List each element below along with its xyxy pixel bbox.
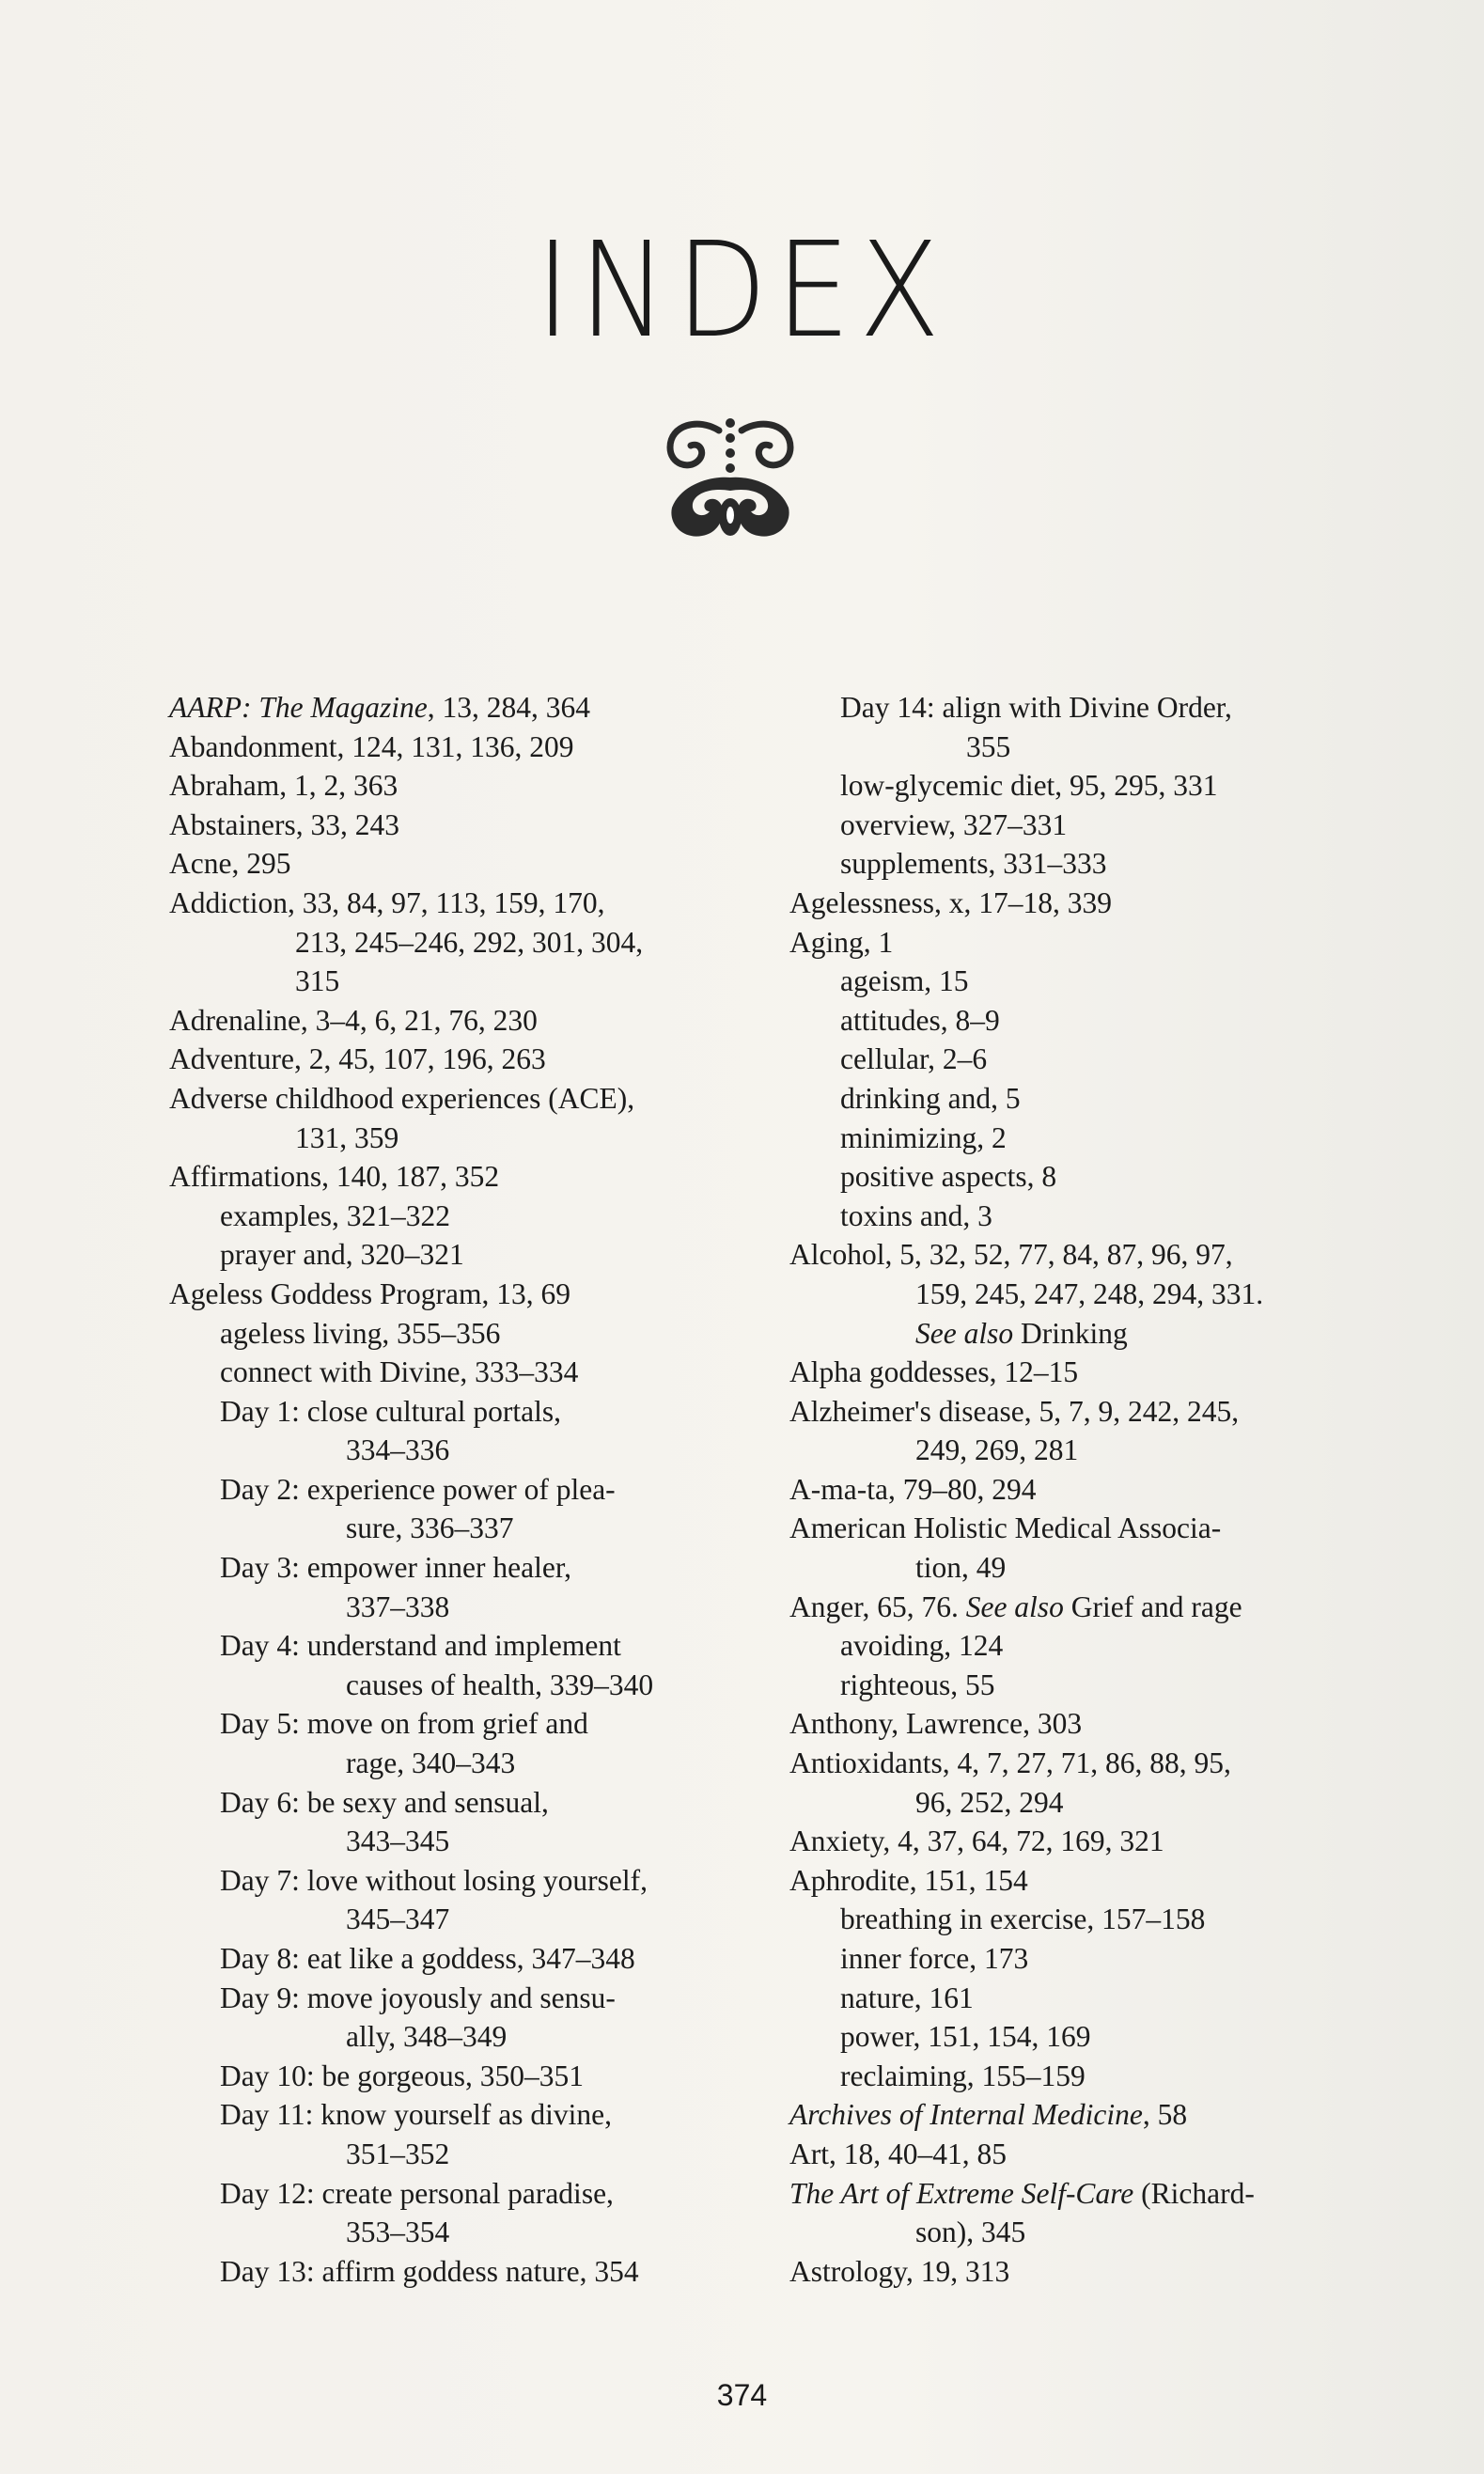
index-text: tion, 49: [915, 1551, 1007, 1585]
index-subentry: [169, 1235, 771, 1275]
index-text: Day 1: close cultural portals,: [220, 1394, 562, 1428]
index-text: reclaiming, 155–159: [840, 2059, 1086, 2092]
index-text: Abstainers, 33, 243: [169, 807, 399, 841]
index-entry: [169, 688, 771, 728]
index-entry: [789, 1861, 1391, 1901]
index-entry: [169, 1040, 771, 1079]
index-text: minimizing, 2: [840, 1120, 1007, 1154]
index-text: Drinking: [1013, 1316, 1128, 1350]
index-entry: [169, 806, 771, 845]
index-subentry: [169, 1783, 771, 1861]
index-entry: [789, 1470, 1391, 1510]
index-text: Astrology, 19, 313: [789, 2254, 1010, 2288]
index-text: Day 14: align with Divine Order,: [840, 691, 1232, 724]
index-subentry: [169, 2057, 771, 2096]
index-text: Day 2: experience power of plea-: [220, 1472, 616, 1506]
index-text: causes of health, 339–340: [346, 1668, 654, 1701]
index-entry: [169, 1275, 771, 1314]
index-entry: [169, 884, 771, 1001]
index-entry: [169, 1079, 771, 1157]
index-text: avoiding, 124: [840, 1629, 1004, 1663]
index-text: 131, 359: [295, 1120, 399, 1154]
index-text: 334–336: [346, 1433, 450, 1467]
index-text: Abraham, 1, 2, 363: [169, 769, 398, 803]
index-subentry: [789, 766, 1391, 806]
lotus-ornament-icon: [661, 414, 800, 545]
index-text: Grief and rage: [1063, 1589, 1242, 1623]
index-text: inner force, 173: [840, 1942, 1029, 1975]
index-entry: [789, 1704, 1391, 1744]
index-subentry: [789, 688, 1391, 766]
index-text: 345–347: [346, 1902, 450, 1936]
index-text: ageless living, 355–356: [220, 1316, 501, 1350]
index-entry: [169, 844, 771, 884]
index-entry: [789, 1353, 1391, 1392]
index-text: supplements, 331–333: [840, 847, 1107, 881]
index-text: positive aspects, 8: [840, 1160, 1057, 1194]
index-text: power, 151, 154, 169: [840, 2020, 1091, 2054]
index-text: 96, 252, 294: [915, 1785, 1064, 1819]
index-text: overview, 327–331: [840, 807, 1068, 841]
index-subentry: [789, 1666, 1391, 1705]
index-text: Day 10: be gorgeous, 350–351: [220, 2059, 584, 2092]
index-text: 343–345: [346, 1824, 450, 1858]
page-number: 374: [716, 2378, 768, 2412]
index-subentry: [169, 2252, 771, 2292]
index-text: low-glycemic diet, 95, 295, 331: [840, 769, 1218, 803]
index-text: , 13, 284, 364: [427, 691, 590, 724]
index-text: Day 8: eat like a goddess, 347–348: [220, 1942, 635, 1975]
index-subentry: [789, 1939, 1391, 1979]
index-text: Anthony, Lawrence, 303: [789, 1707, 1083, 1741]
index-text: AARP: The Magazine: [169, 691, 428, 724]
index-text: son), 345: [915, 2216, 1026, 2249]
index-entry: [169, 1001, 771, 1041]
index-text: Addiction, 33, 84, 97, 113, 159, 170,: [169, 885, 605, 919]
index-subentry: [169, 1979, 771, 2057]
index-text: Aphrodite, 151, 154: [789, 1863, 1028, 1897]
index-entry: [789, 1509, 1391, 1587]
index-text: 159, 245, 247, 248, 294, 331.: [915, 1276, 1264, 1310]
index-text: ally, 348–349: [346, 2020, 508, 2054]
page-title: INDEX: [535, 214, 949, 368]
index-text: Alcohol, 5, 32, 52, 77, 84, 87, 96, 97,: [789, 1238, 1233, 1272]
index-text: nature, 161: [840, 1981, 974, 2014]
index-column-left: [169, 688, 771, 2291]
index-entry: [789, 2095, 1391, 2135]
index-text: examples, 321–322: [220, 1198, 450, 1232]
index-subentry: [169, 2095, 771, 2173]
index-text: 351–352: [346, 2137, 450, 2170]
index-text: See also: [965, 1589, 1064, 1623]
index-entry: [789, 1822, 1391, 1861]
index-text: Day 12: create personal paradise,: [220, 2176, 614, 2210]
index-text: 249, 269, 281: [915, 1433, 1079, 1467]
index-subentry: [789, 1157, 1391, 1197]
index-text: Day 3: empower inner healer,: [220, 1551, 571, 1585]
index-subentry: [169, 1704, 771, 1782]
index-text: Agelessness, x, 17–18, 339: [789, 885, 1112, 919]
index-text: Ageless Goddess Program, 13, 69: [169, 1276, 570, 1310]
index-text: , 58: [1142, 2098, 1188, 2132]
index-subentry: [169, 1353, 771, 1392]
index-subentry: [169, 1197, 771, 1236]
index-subentry: [789, 1001, 1391, 1041]
index-text: Aging, 1: [789, 925, 894, 959]
index-text: 353–354: [346, 2216, 450, 2249]
index-text: Affirmations, 140, 187, 352: [169, 1160, 500, 1194]
index-entry: [789, 1588, 1391, 1627]
index-subentry: [789, 962, 1391, 1001]
index-subentry: [789, 1626, 1391, 1666]
index-subentry: [789, 1079, 1391, 1119]
index-entry: [169, 1157, 771, 1197]
index-text: 213, 245–246, 292, 301, 304,: [295, 925, 644, 959]
index-entry: [789, 884, 1391, 923]
index-text: Day 6: be sexy and sensual,: [220, 1785, 549, 1819]
index-subentry: [789, 844, 1391, 884]
index-text: (Richard-: [1133, 2176, 1255, 2210]
index-text: attitudes, 8–9: [840, 1003, 1000, 1037]
index-text: sure, 336–337: [346, 1511, 514, 1545]
index-text: Day 7: love without losing yourself,: [220, 1863, 648, 1897]
index-text: toxins and, 3: [840, 1198, 992, 1232]
index-subentry: [169, 1939, 771, 1979]
index-text: Anger, 65, 76.: [789, 1589, 966, 1623]
index-text: righteous, 55: [840, 1668, 995, 1701]
index-text: Day 11: know yourself as divine,: [220, 2098, 613, 2132]
index-text: Abandonment, 124, 131, 136, 209: [169, 729, 574, 763]
index-text: Alpha goddesses, 12–15: [789, 1355, 1079, 1389]
index-text: Archives of Internal Medicine: [789, 2098, 1143, 2132]
index-subentry: [789, 806, 1391, 845]
index-subentry: [169, 1314, 771, 1354]
index-entry: [789, 2252, 1391, 2292]
index-subentry: [169, 1470, 771, 1548]
index-text: Day 9: move joyously and sensu-: [220, 1981, 616, 2014]
index-text: Alzheimer's disease, 5, 7, 9, 242, 245,: [789, 1394, 1240, 1428]
index-entry: [169, 728, 771, 767]
index-text: See also: [915, 1316, 1014, 1350]
index-text: Acne, 295: [169, 847, 291, 881]
index-text: Day 5: move on from grief and: [220, 1707, 588, 1741]
index-text: Adrenaline, 3–4, 6, 21, 76, 230: [169, 1003, 538, 1037]
index-text: Anxiety, 4, 37, 64, 72, 169, 321: [789, 1824, 1164, 1858]
index-text: Art, 18, 40–41, 85: [789, 2137, 1007, 2170]
index-text: 315: [295, 964, 340, 998]
index-entry: [789, 2174, 1391, 2252]
index-text: Day 4: understand and implement: [220, 1629, 621, 1663]
index-subentry: [169, 1392, 771, 1470]
index-subentry: [169, 2174, 771, 2252]
index-subentry: [789, 1119, 1391, 1158]
index-subentry: [169, 1626, 771, 1704]
index-text: Antioxidants, 4, 7, 27, 71, 86, 88, 95,: [789, 1746, 1231, 1780]
index-text: Adventure, 2, 45, 107, 196, 263: [169, 1042, 546, 1076]
index-entry: [169, 766, 771, 806]
index-subentry: [789, 1040, 1391, 1079]
index-text: connect with Divine, 333–334: [220, 1355, 579, 1389]
index-text: The Art of Extreme Self-Care: [789, 2176, 1134, 2210]
index-subentry: [169, 1861, 771, 1939]
index-subentry: [789, 1979, 1391, 2018]
index-subentry: [789, 1197, 1391, 1236]
index-text: rage, 340–343: [346, 1746, 516, 1780]
index-entry: [789, 923, 1391, 963]
index-text: prayer and, 320–321: [220, 1238, 464, 1272]
index-subentry: [789, 1900, 1391, 1939]
index-text: Day 13: affirm goddess nature, 354: [220, 2254, 639, 2288]
index-text: ageism, 15: [840, 964, 969, 998]
index-text: 337–338: [346, 1589, 450, 1623]
index-entry: [789, 1392, 1391, 1470]
index-text: American Holistic Medical Associa-: [789, 1511, 1222, 1545]
index-text: 355: [966, 729, 1011, 763]
index-subentry: [169, 1548, 771, 1626]
index-text: drinking and, 5: [840, 1081, 1021, 1115]
index-entry: [789, 1235, 1391, 1353]
index-text: cellular, 2–6: [840, 1042, 988, 1076]
index-text: breathing in exercise, 157–158: [840, 1902, 1206, 1936]
index-subentry: [789, 2057, 1391, 2096]
index-column-right: [789, 688, 1391, 2291]
index-entry: [789, 1744, 1391, 1822]
index-subentry: [789, 2017, 1391, 2057]
index-text: Adverse childhood experiences (ACE),: [169, 1081, 635, 1115]
index-entry: [789, 2135, 1391, 2174]
index-text: A-ma-ta, 79–80, 294: [789, 1472, 1037, 1506]
